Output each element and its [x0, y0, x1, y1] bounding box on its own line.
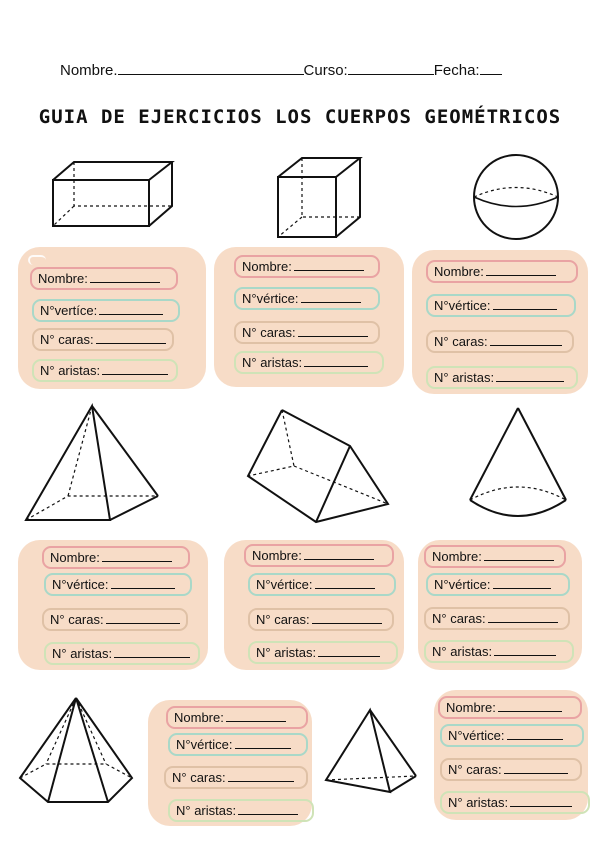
- nombre-field[interactable]: Nombre:: [42, 546, 190, 569]
- nombre-field[interactable]: Nombre:: [424, 545, 566, 568]
- curso-blank[interactable]: [348, 60, 434, 75]
- vertices-field[interactable]: N°vértice:: [248, 573, 396, 596]
- nombre-blank[interactable]: [118, 60, 304, 75]
- vertices-field[interactable]: N°vértice:: [168, 733, 308, 756]
- card-3: [412, 250, 588, 394]
- vertices-field[interactable]: N°vértice:: [440, 724, 584, 747]
- caras-field[interactable]: N° caras:: [424, 607, 570, 630]
- nombre-label: Nombre.: [60, 62, 118, 79]
- aristas-field[interactable]: N° aristas:: [168, 799, 314, 822]
- aristas-field[interactable]: N° aristas:: [44, 642, 200, 665]
- card-6: [418, 540, 582, 670]
- aristas-field[interactable]: N° aristas:: [440, 791, 590, 814]
- fecha-label: Fecha:: [433, 62, 480, 79]
- sphere-figure: [470, 152, 562, 242]
- caras-field[interactable]: N° caras:: [32, 328, 174, 351]
- caras-field[interactable]: N° caras:: [42, 608, 188, 631]
- nombre-field[interactable]: Nombre:: [166, 706, 308, 729]
- triangular-pyramid-figure: [322, 706, 420, 796]
- triangular-prism-figure: [244, 406, 394, 526]
- cube-figure: [274, 155, 364, 241]
- nombre-field[interactable]: Nombre:: [438, 696, 582, 719]
- nombre-field[interactable]: Nombre:: [244, 544, 394, 567]
- vertices-field[interactable]: N°vértice:: [44, 573, 192, 596]
- vertices-field[interactable]: N°vértice:: [426, 573, 570, 596]
- aristas-field[interactable]: N° aristas:: [426, 366, 578, 389]
- caras-field[interactable]: N° caras:: [248, 608, 394, 631]
- aristas-field[interactable]: N° aristas:: [234, 351, 384, 374]
- cone-figure: [466, 404, 572, 526]
- pentagonal-pyramid-figure: [16, 694, 136, 806]
- card-4: [18, 540, 208, 670]
- vertices-field[interactable]: N°vértice:: [426, 294, 576, 317]
- caras-field[interactable]: N° caras:: [234, 321, 380, 344]
- page-title: GUIA DE EJERCICIOS LOS CUERPOS GEOMÉTRICOS: [38, 106, 562, 128]
- square-pyramid-figure: [22, 402, 164, 524]
- nombre-field[interactable]: Nombre:: [234, 255, 380, 278]
- card-1: [18, 247, 206, 389]
- aristas-field[interactable]: N° aristas:: [248, 641, 398, 664]
- fecha-blank[interactable]: [480, 60, 502, 75]
- card-5: [224, 540, 404, 670]
- caras-field[interactable]: N° caras:: [440, 758, 582, 781]
- caras-field[interactable]: N° caras:: [164, 766, 308, 789]
- vertices-field[interactable]: N°vértice:: [234, 287, 380, 310]
- vertices-field[interactable]: N°vertíce:: [32, 299, 180, 322]
- aristas-field[interactable]: N° aristas:: [32, 359, 178, 382]
- student-info-header: [60, 60, 502, 79]
- aristas-field[interactable]: N° aristas:: [424, 640, 574, 663]
- nombre-field[interactable]: Nombre:: [30, 267, 178, 290]
- curso-label: Curso:: [303, 62, 348, 79]
- card-2: [214, 247, 404, 387]
- nombre-field[interactable]: Nombre:: [426, 260, 578, 283]
- card-7: [148, 700, 312, 826]
- rectangular-prism-figure: [50, 158, 176, 230]
- caras-field[interactable]: N° caras:: [426, 330, 574, 353]
- card-8: [434, 690, 588, 820]
